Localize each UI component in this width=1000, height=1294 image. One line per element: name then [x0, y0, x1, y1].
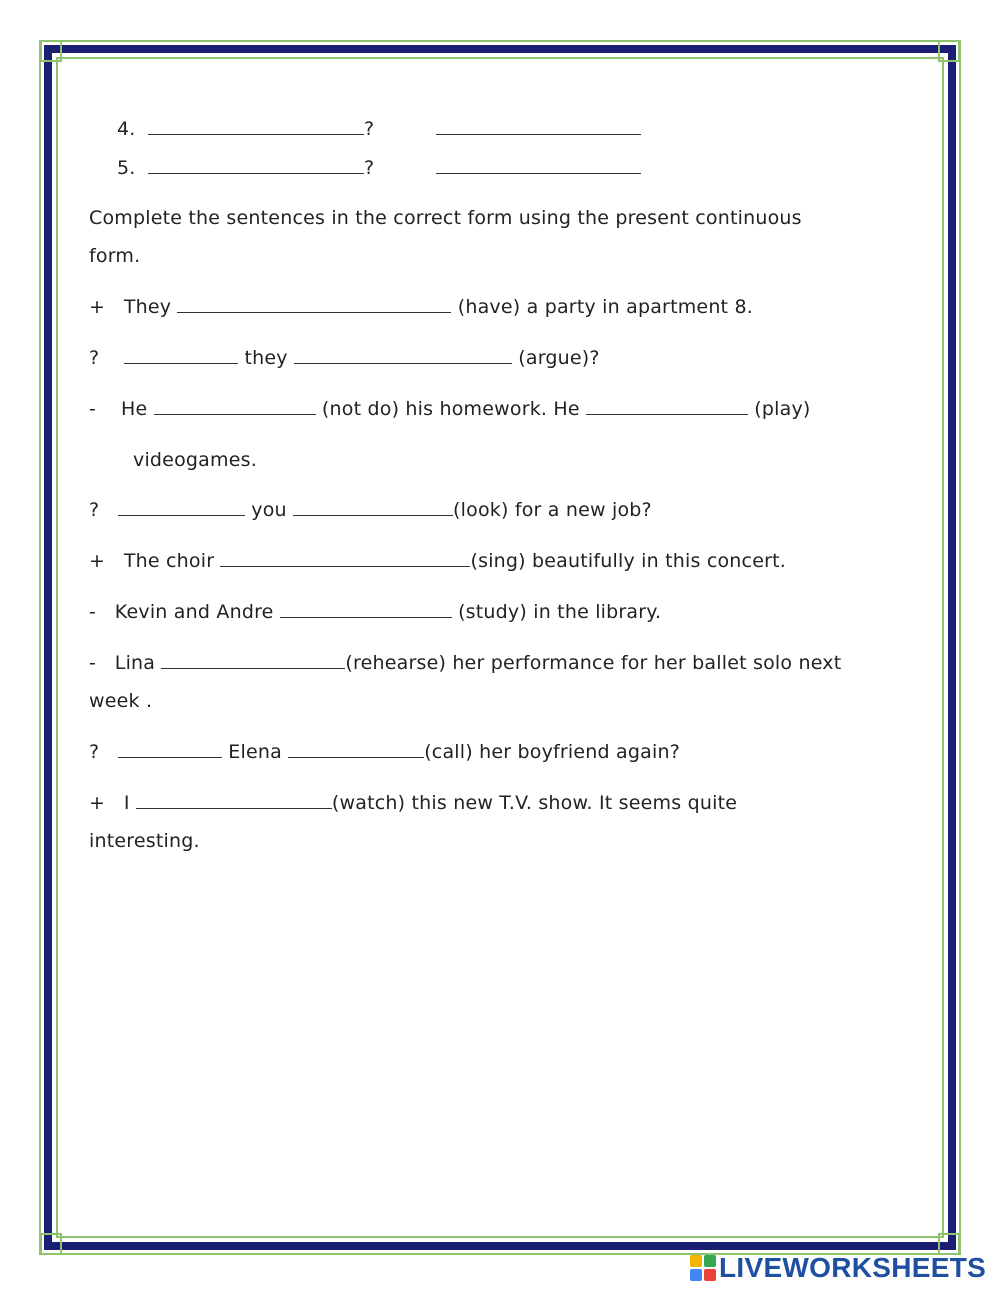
answer-blank[interactable] [280, 601, 452, 618]
sentence-sign: ? [89, 741, 100, 763]
liveworksheets-logo [690, 1252, 986, 1284]
answer-blank[interactable] [293, 499, 453, 516]
logo-square-2 [704, 1255, 716, 1267]
sentence-sign: + [89, 550, 106, 572]
sentence-3-continuation: videogames. [133, 449, 257, 471]
sentence-1 [89, 296, 753, 318]
sentence-3 [89, 398, 811, 420]
answer-blank[interactable] [294, 347, 512, 364]
border-corner-top-right [938, 40, 960, 62]
sentence-text: (play) [754, 398, 811, 420]
sentence-9-continuation: interesting. [89, 830, 200, 852]
sentence-text: (study) in the library. [458, 601, 662, 623]
answer-blank[interactable] [177, 296, 451, 313]
sentence-text: Kevin and Andre [114, 601, 274, 623]
question-4 [117, 118, 641, 140]
sentence-6 [89, 601, 661, 623]
question-number: 4. [117, 118, 136, 140]
answer-blank[interactable] [161, 652, 345, 669]
page-border-inner [56, 57, 944, 1238]
sentence-text: (not do) his homework. He [321, 398, 580, 420]
sentence-7 [89, 652, 841, 674]
answer-blank[interactable] [118, 499, 245, 516]
answer-blank[interactable] [586, 398, 748, 415]
instruction-line-2: form. [89, 245, 141, 267]
sentence-sign: - [89, 398, 97, 420]
sentence-7-continuation: week . [89, 690, 153, 712]
question-mark: ? [364, 157, 375, 179]
instruction-line-1: Complete the sentences in the correct form using the present continuous [89, 207, 802, 229]
answer-blank[interactable] [220, 550, 470, 567]
answer-blank[interactable] [148, 157, 364, 174]
sentence-text: (sing) beautifully in this concert. [470, 550, 786, 572]
logo-square-1 [690, 1255, 702, 1267]
answer-blank[interactable] [154, 398, 316, 415]
sentence-text: He [121, 398, 148, 420]
sentence-8 [89, 741, 680, 763]
sentence-text: The choir [123, 550, 215, 572]
sentence-text: you [251, 499, 287, 521]
logo-square-4 [704, 1269, 716, 1281]
sentence-sign: ? [89, 499, 100, 521]
sentence-text: Elena [228, 741, 282, 763]
sentence-sign: - [89, 652, 97, 674]
logo-mark-icon [690, 1255, 716, 1281]
answer-blank[interactable] [148, 118, 364, 135]
question-5 [117, 157, 641, 179]
sentence-9 [89, 792, 737, 814]
border-corner-top-left [40, 40, 62, 62]
sentence-2 [89, 347, 600, 369]
sentence-sign: + [89, 792, 106, 814]
logo-square-3 [690, 1269, 702, 1281]
answer-blank[interactable] [136, 792, 332, 809]
answer-blank[interactable] [124, 347, 238, 364]
answer-blank[interactable] [436, 157, 641, 174]
sentence-text: (watch) this new T.V. show. It seems quite [331, 792, 738, 814]
answer-blank[interactable] [118, 741, 222, 758]
logo-text: LIVEWORKSHEETS [719, 1252, 987, 1283]
sentence-text: (argue)? [518, 347, 600, 369]
sentence-text: (have) a party in apartment 8. [457, 296, 753, 318]
answer-blank[interactable] [288, 741, 424, 758]
sentence-5 [89, 550, 786, 572]
question-number: 5. [117, 157, 136, 179]
sentence-text: they [244, 347, 288, 369]
sentence-text: (rehearse) her performance for her ballet solo next [345, 652, 842, 674]
question-mark: ? [364, 118, 375, 140]
sentence-text: They [123, 296, 172, 318]
answer-blank[interactable] [436, 118, 641, 135]
sentence-text: I [123, 792, 130, 814]
sentence-4 [89, 499, 652, 521]
sentence-sign: + [89, 296, 106, 318]
sentence-sign: ? [89, 347, 100, 369]
sentence-text: (look) for a new job? [453, 499, 652, 521]
border-corner-bottom-left [40, 1233, 62, 1255]
sentence-sign: - [89, 601, 97, 623]
sentence-text: Lina [114, 652, 156, 674]
sentence-text: (call) her boyfriend again? [424, 741, 680, 763]
